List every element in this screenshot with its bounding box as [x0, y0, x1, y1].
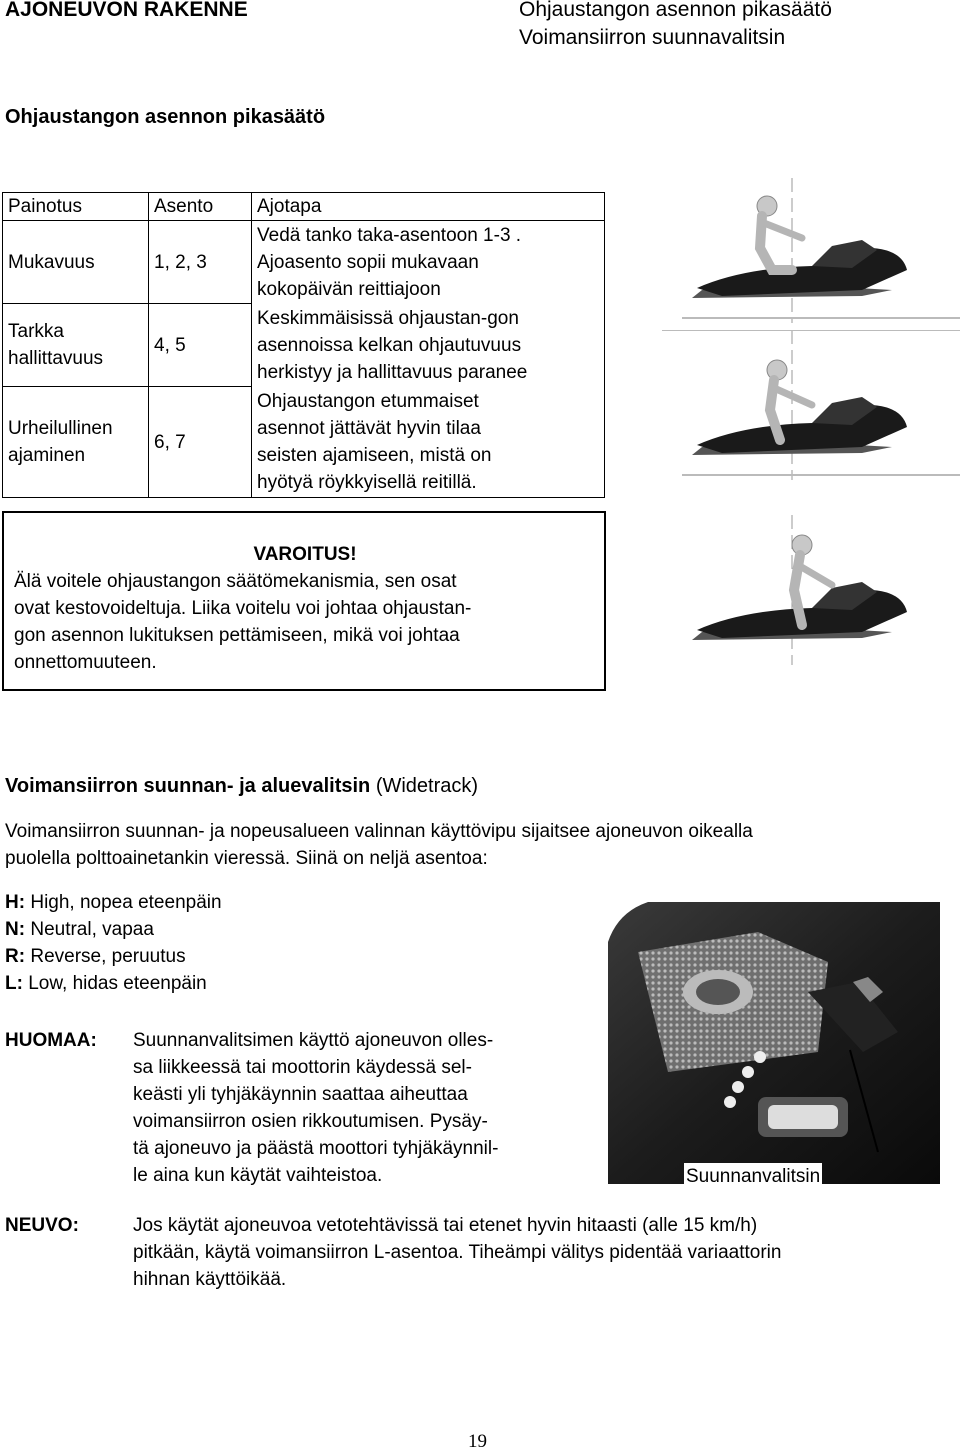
warning-line: gon asennon lukituksen pettämiseen, mikä voi johtaa: [14, 625, 460, 646]
note-line: keästi yli tyhjäkäynnin saattaa aiheuttaa: [133, 1084, 468, 1105]
tip-label: NEUVO:: [5, 1215, 79, 1236]
mode-key: H:: [5, 892, 26, 913]
warning-line: ovat kestovoideltuja. Liika voitelu voi johtaa ohjaustan-: [14, 598, 472, 619]
mode-text: High, nopea eteenpäin: [25, 892, 222, 913]
section-2-title-rest: (Widetrack): [370, 775, 479, 797]
gear-modes-list: [5, 889, 222, 997]
table-header-asento: Asento: [149, 193, 252, 221]
intro-line: puolella polttoainetankin vieressä. Siinä on neljä asentoa:: [5, 848, 488, 869]
handlebar-position-table: [2, 192, 605, 498]
table-cell-ajotapa: [252, 387, 605, 498]
warning-title: VAROITUS!: [253, 544, 357, 565]
warning-line: onnettomuuteen.: [14, 652, 157, 673]
table-cell-asento: 1, 2, 3: [149, 221, 252, 304]
cell-line: kokopäivän reittiajoon: [257, 278, 441, 300]
table-cell-ajotapa: [252, 221, 605, 304]
cell-line: hallittavuus: [8, 348, 104, 369]
section-2-title-bold: Voimansiirron suunnan- ja aluevalitsin: [5, 775, 371, 797]
note-line: le aina kun käytät vaihteistoa.: [133, 1165, 383, 1186]
header-subtitle-line-2: Voimansiirron suunnavalitsin: [519, 26, 786, 49]
tip-line: Jos käytät ajoneuvoa vetotehtävissä tai etenet hyvin hitaasti (alle 15 km/h): [133, 1215, 758, 1236]
section-1-title: Ohjaustangon asennon pikasäätö: [5, 106, 326, 128]
cell-line: Ohjaustangon etummaiset: [257, 390, 479, 412]
header-title: AJONEUVON RAKENNE: [5, 0, 248, 21]
warning-line: Älä voitele ohjaustangon säätömekanismia, sen osat: [14, 571, 457, 592]
cell-line: asennoissa kelkan ohjautuvuus: [257, 334, 522, 356]
tip-line: hihnan käyttöikää.: [133, 1269, 287, 1290]
warning-box: [2, 511, 606, 691]
tip-text: [133, 1212, 955, 1293]
cell-line: asennot jättävät hyvin tilaa: [257, 417, 481, 439]
list-item: [5, 916, 222, 943]
table-row: [3, 387, 605, 498]
cell-line: Tarkka: [8, 321, 64, 342]
table-cell-ajotapa: [252, 304, 605, 387]
mode-text: Low, hidas eteenpäin: [22, 973, 207, 994]
table-header-painotus: Painotus: [3, 193, 149, 221]
note-line: voimansiirron osien rikkoutumisen. Pysäy-: [133, 1111, 488, 1132]
list-item: [5, 943, 222, 970]
table-row: [3, 221, 605, 304]
list-item: [5, 889, 222, 916]
cell-line: Keskimmäisissä ohjaustan-gon: [257, 307, 519, 329]
snowmobile-sport-figure: [662, 515, 960, 665]
cell-line: herkistyy ja hallittavuus paranee: [257, 361, 528, 383]
list-item: [5, 970, 222, 997]
tip-line: pitkään, käytä voimansiirron L-asentoa. Tiheämpi välitys pidentää variaattorin: [133, 1242, 782, 1263]
snowmobile-comfort-figure: [662, 178, 960, 323]
table-header-row: [3, 193, 605, 221]
mode-key: L:: [5, 973, 23, 994]
note-label: HUOMAA:: [5, 1030, 97, 1051]
section-2-intro: [5, 818, 955, 872]
cell-line: hyötyä röykkyisellä reitillä.: [257, 471, 477, 493]
photo-caption: Suunnanvalitsin: [684, 1163, 822, 1190]
cell-line: Vedä tanko taka-asentoon 1-3 .: [257, 224, 522, 246]
note-line: Suunnanvalitsimen käyttö ajoneuvon olles-: [133, 1030, 494, 1051]
snowmobile-precision-figure: [662, 330, 960, 480]
table-cell-painotus: [3, 387, 149, 498]
intro-line: Voimansiirron suunnan- ja nopeusalueen valinnan käyttövipu sijaitsee ajoneuvon oikealla: [5, 821, 753, 842]
mode-text: Neutral, vapaa: [25, 919, 154, 940]
note-text: [133, 1027, 593, 1189]
mode-key: R:: [5, 946, 26, 967]
mode-text: Reverse, peruutus: [25, 946, 186, 967]
header-subtitle: [519, 0, 832, 52]
table-cell-painotus: [3, 304, 149, 387]
section-2-title: [5, 773, 478, 800]
cell-line: Ajoasento sopii mukavaan: [257, 251, 479, 273]
table-cell-painotus: [3, 221, 149, 304]
cell-line: Mukavuus: [8, 251, 95, 273]
cell-line: ajaminen: [8, 445, 86, 466]
table-row: [3, 304, 605, 387]
mode-key: N:: [5, 919, 26, 940]
note-line: tä ajoneuvo ja päästä moottori tyhjäkäynnil-: [133, 1138, 499, 1159]
table-cell-asento: 4, 5: [149, 304, 252, 387]
gear-selector-photo: [608, 902, 940, 1184]
cell-line: seisten ajamiseen, mistä on: [257, 444, 492, 466]
header-subtitle-line-1: Ohjaustangon asennon pikasäätö: [519, 0, 832, 21]
cell-line: Urheilullinen: [8, 418, 113, 439]
page-number: 19: [468, 1431, 487, 1452]
note-line: sa liikkeessä tai moottorin käydessä sel-: [133, 1057, 472, 1078]
table-cell-asento: 6, 7: [149, 387, 252, 498]
table-header-ajotapa: Ajotapa: [252, 193, 605, 221]
